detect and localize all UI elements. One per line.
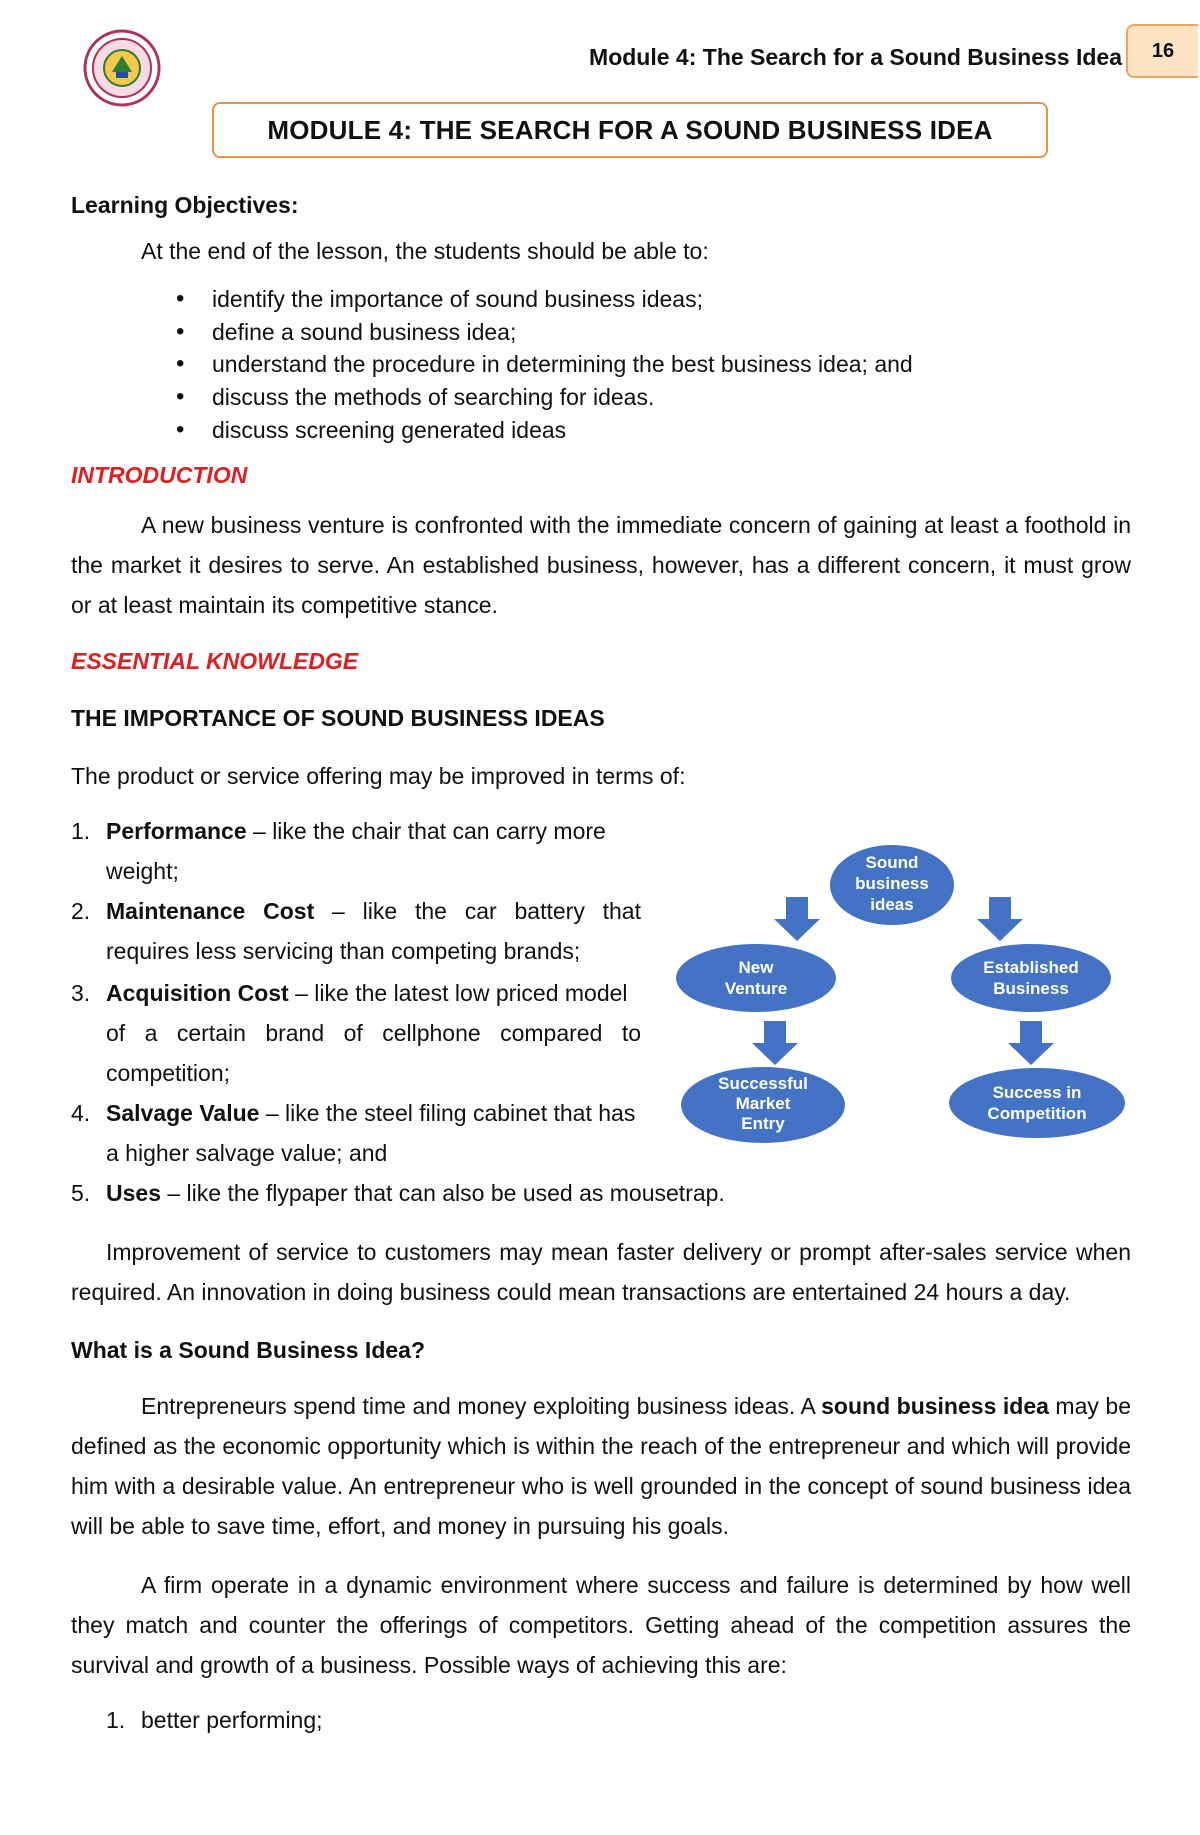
node-label: Success in [992,1083,1082,1102]
item-description: – like the chair that can carry more [246,818,606,844]
node-label: business [855,874,929,893]
down-arrow-icon [1008,1021,1054,1065]
sound-idea-paragraph [71,1386,1131,1546]
item-description: – like the latest low priced model [288,980,628,1006]
item-description-cont: of a certain brand of cellphone compared to [106,1020,641,1046]
item-number: 4. [71,1100,91,1126]
item-text: better performing; [141,1707,323,1733]
importance-subheading: THE IMPORTANCE OF SOUND BUSINESS IDEAS [71,705,605,731]
item-term: Salvage Value [106,1100,260,1126]
university-seal-logo [82,28,162,108]
established-business-node [951,944,1111,1012]
objectives-list [176,283,913,446]
item-number: 1. [106,1707,126,1733]
improvement-item [71,1173,971,1213]
node-label: Competition [987,1104,1087,1123]
success-in-competition-node [949,1068,1125,1138]
node-label: Business [993,979,1069,998]
paragraph-text: Entrepreneurs spend time and money exploiting business ideas. A [141,1393,822,1419]
item-description: – like the car battery that [314,898,641,924]
item-description-cont: a higher salvage value; and [106,1140,388,1166]
node-label: Sound [865,853,919,872]
node-label: New [738,958,774,977]
improvement-item [71,973,641,1013]
item-description-cont: competition; [106,1060,231,1086]
node-label: Market [735,1094,791,1113]
down-arrow-icon [752,1021,798,1065]
sound-idea-heading: What is a Sound Business Idea? [71,1337,426,1363]
item-description: – like the flypaper that can also be used as mousetrap. [160,1180,725,1206]
list-item: • understand the procedure in determining the best business idea; and [176,348,913,381]
way-item [106,1700,676,1740]
introduction-heading: INTRODUCTION [71,462,248,488]
page-number: 16 [1126,24,1198,78]
list-item: • discuss screening generated ideas [176,414,913,447]
item-description-cont: requires less servicing than competing brands; [106,938,581,964]
improvement-lead: The product or service offering may be improved in terms of: [71,763,686,789]
item-term: Uses [106,1180,161,1206]
down-arrow-icon [774,897,820,941]
learning-objectives-heading: Learning Objectives: [71,192,299,218]
improvement-item [71,891,641,931]
node-label: ideas [870,895,914,914]
list-item: • identify the importance of sound business ideas; [176,283,913,316]
node-label: Entry [741,1114,785,1133]
introduction-paragraph: A new business venture is confronted with the immediate concern of gaining at least a foothold in the market it desires to serve. An established business, however, has a different concern, it must grow or at least maintain its competitive stance. [71,512,1131,618]
item-term: Acquisition Cost [106,980,289,1006]
item-term: Maintenance Cost [106,898,315,924]
improvement-item [71,1093,641,1133]
objectives-intro: At the end of the lesson, the students should be able to: [141,238,709,264]
competition-paragraph: A firm operate in a dynamic environment where success and failure is determined by how well they match and counter the offerings of competitors. Getting ahead of the competition assures the survival and growth of a business. Possible ways of achieving this are: [71,1572,1131,1678]
improvement-item [71,811,641,851]
module-title: MODULE 4: THE SEARCH FOR A SOUND BUSINESS IDEA [212,102,1048,158]
new-venture-node [676,944,836,1012]
essential-knowledge-heading: ESSENTIAL KNOWLEDGE [71,648,359,674]
node-label: Established [983,958,1079,977]
item-description: – like the steel filing cabinet that has [259,1100,636,1126]
sound-business-idea-diagram [660,835,1140,1155]
running-header: Module 4: The Search for a Sound Business Idea [589,44,1122,70]
item-number: 5. [71,1180,91,1206]
service-improvement-paragraph: Improvement of service to customers may mean faster delivery or prompt after-sales service when required. An innovation in doing business could mean transactions are entertained 24 hours a day. [71,1239,1131,1305]
down-arrow-icon [977,897,1023,941]
list-item: • define a sound business idea; [176,316,913,349]
item-number: 2. [71,898,91,924]
node-label: Successful [718,1074,808,1093]
paragraph-text: may be defined as the economic opportunity which is within the reach of the entrepreneur and which will provide him with a desirable value. An entrepreneur who is well grounded in the concept of sound business idea will be able to save time, effort, and money in pursuing his goals. [71,1393,1131,1539]
list-item: • discuss the methods of searching for ideas. [176,381,913,414]
node-label: Venture [724,979,788,998]
item-description-cont: weight; [106,858,179,884]
item-number: 3. [71,980,91,1006]
key-term: sound business idea [821,1393,1049,1419]
item-number: 1. [71,818,91,844]
item-term: Performance [106,818,247,844]
